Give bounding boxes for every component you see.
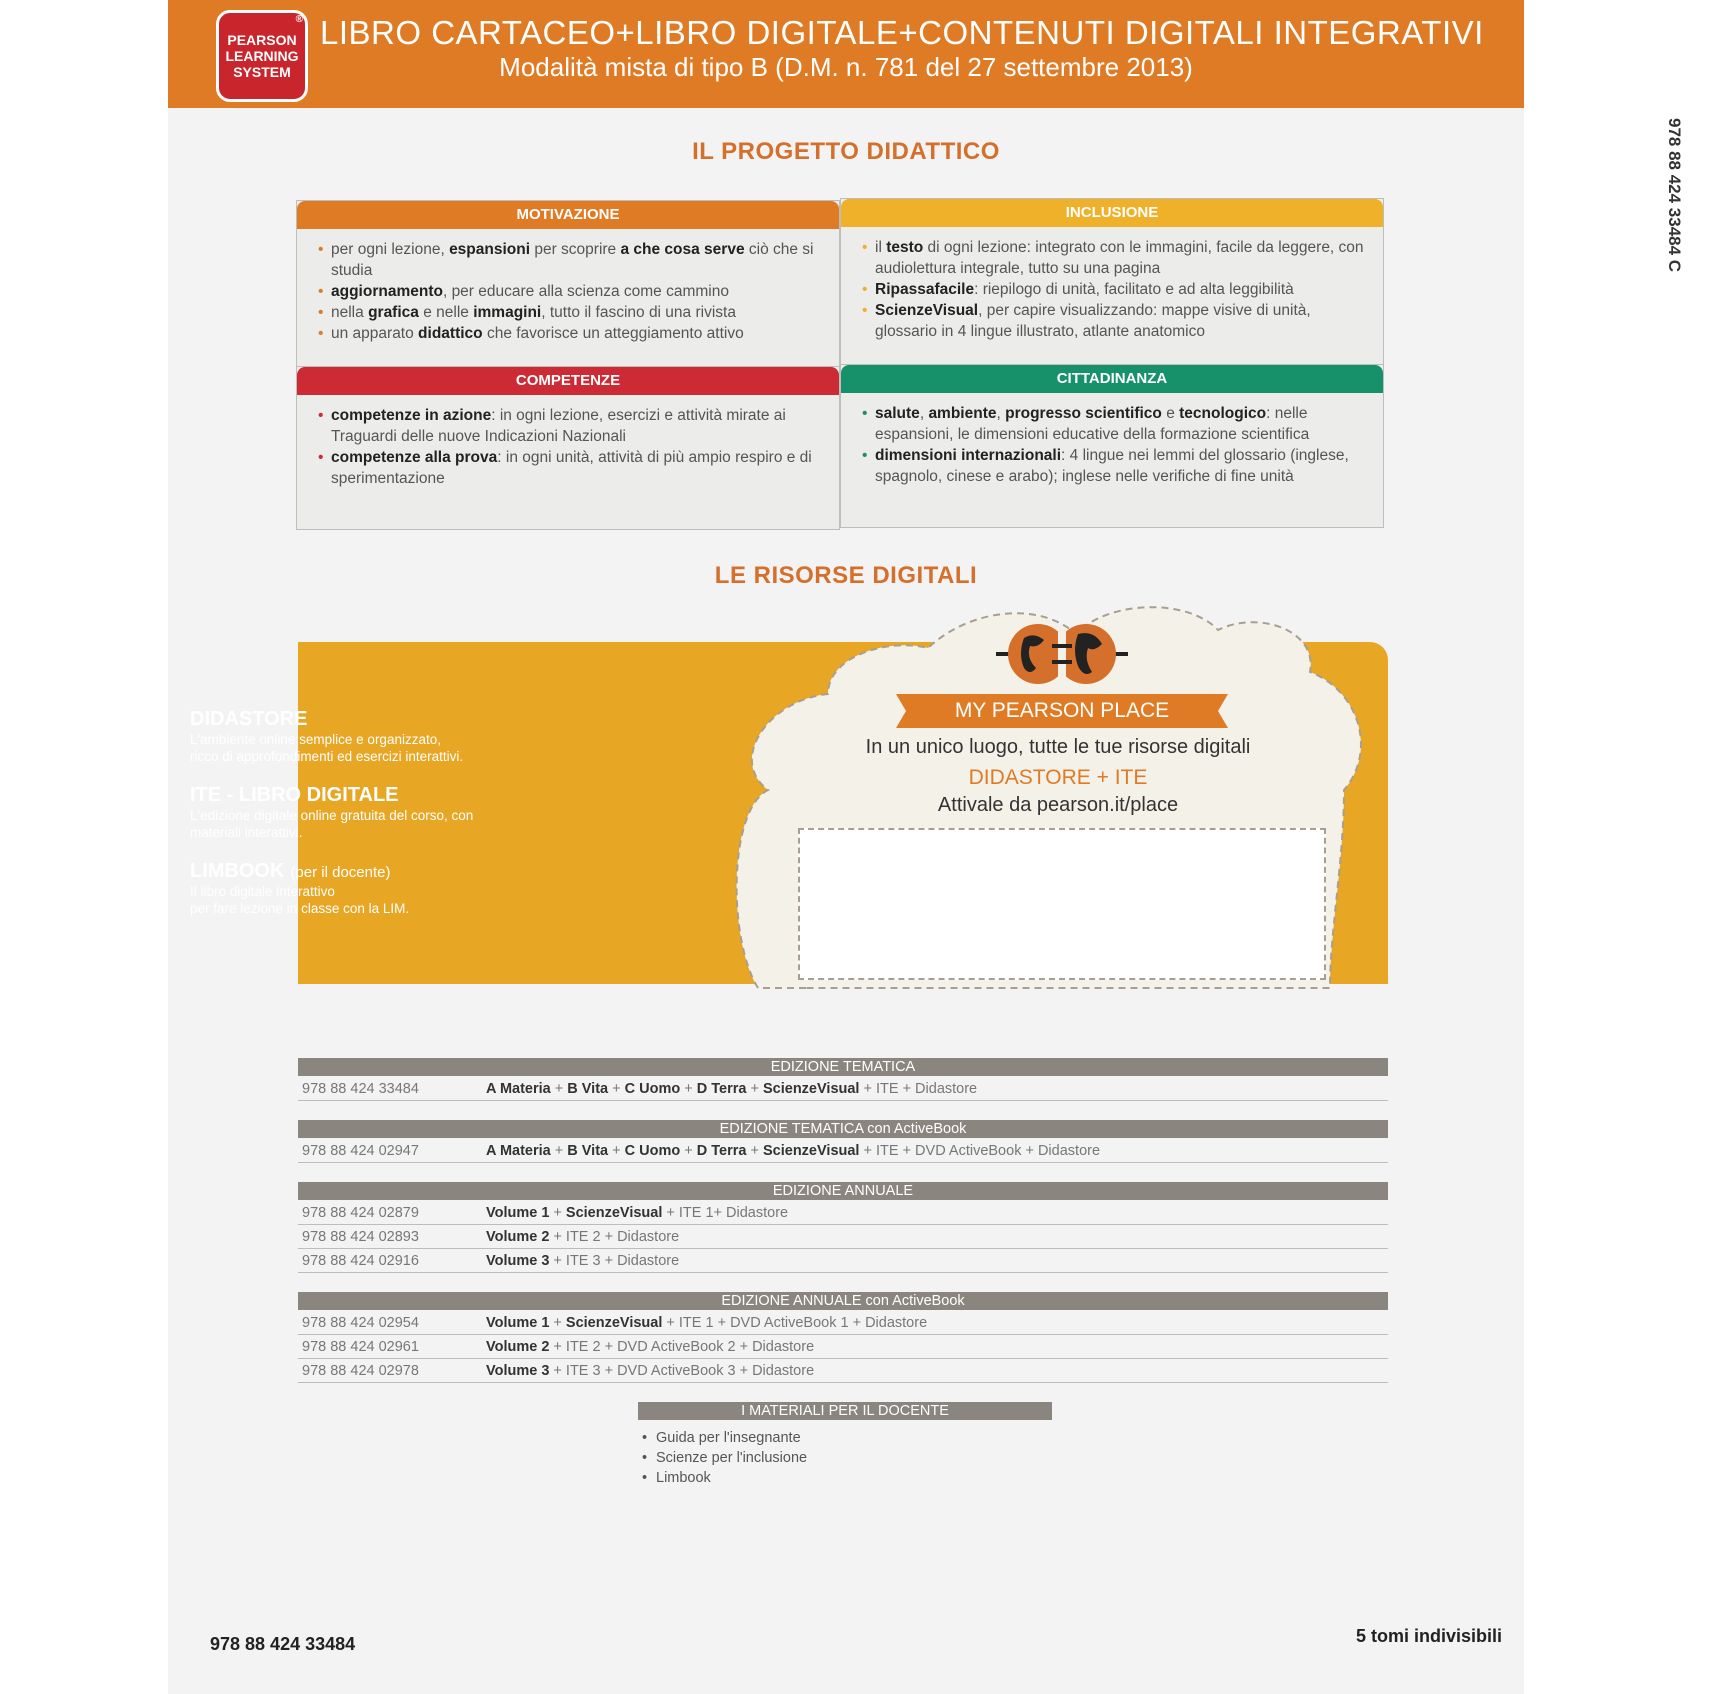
text: +	[608, 1081, 625, 1097]
text: : in ogni unità, attività di più ampio respiro e di sperimentazione	[331, 449, 812, 487]
bold-text: Volume 2	[486, 1229, 550, 1245]
text: + ITE 3 + DVD ActiveBook 3 + Didastore	[549, 1363, 815, 1379]
text: + ITE 3 + Didastore	[549, 1253, 680, 1269]
bold-text: A Materia	[486, 1143, 551, 1159]
text: + ITE 2 + DVD ActiveBook 2 + Didastore	[549, 1339, 815, 1355]
bold-text: immagini	[473, 304, 542, 321]
bold-text: A Materia	[486, 1081, 551, 1097]
edizione-annuale-heading: EDIZIONE ANNUALE	[298, 1182, 1388, 1200]
footer-tomi: 5 tomi indivisibili	[1355, 1626, 1502, 1646]
text: +	[549, 1205, 566, 1221]
isbn-cell: 978 88 424 02954	[302, 1315, 419, 1331]
limbook-item	[190, 860, 650, 917]
ite-title: ITE - LIBRO DIGITALE	[190, 784, 399, 806]
description-cell	[486, 1336, 814, 1358]
text: +	[549, 1315, 566, 1331]
text: per ogni lezione,	[331, 241, 450, 258]
ite-item	[190, 784, 650, 841]
didastore-desc-2: ricco di approfondimenti ed esercizi interattivi.	[190, 749, 464, 764]
logo-line: SYSTEM	[233, 64, 291, 80]
list-item: • Scienze per l'inclusione	[656, 1448, 807, 1468]
description-cell	[486, 1078, 977, 1100]
isbn-cell: 978 88 424 02947	[302, 1143, 419, 1159]
bold-text: Volume 3	[486, 1363, 550, 1379]
bold-text: grafica	[368, 304, 419, 321]
bold-text: ScienzeVisual	[875, 302, 979, 319]
text: + ITE + DVD ActiveBook + Didastore	[859, 1143, 1101, 1159]
ite-desc-1: L'edizione digitale online gratuita del corso, con	[190, 808, 474, 823]
text: e nelle	[418, 304, 474, 321]
limbook-desc-2: per fare lezione in classe con la LIM.	[190, 901, 410, 916]
inclusione-heading: INCLUSIONE	[841, 199, 1383, 227]
bold-text: testo	[886, 239, 924, 256]
bold-text: progresso scientifico	[1005, 405, 1162, 422]
didastore-title: DIDASTORE	[190, 708, 308, 730]
materiali-docente-heading: I MATERIALI PER IL DOCENTE	[638, 1402, 1052, 1420]
cloud-line-3: Attivale da pearson.it/place	[937, 794, 1179, 816]
text: ,	[996, 405, 1006, 422]
materiali-docente-list	[638, 1428, 807, 1488]
bold-text: C Uomo	[624, 1143, 681, 1159]
description-cell	[486, 1312, 927, 1334]
bold-text: B Vita	[567, 1143, 609, 1159]
text: +	[550, 1081, 568, 1097]
bold-text: ScienzeVisual	[565, 1205, 663, 1221]
text: +	[680, 1081, 697, 1097]
bold-text: dimensioni internazionali	[875, 447, 1062, 464]
list-item: • Guida per l'insegnante	[656, 1428, 807, 1448]
bold-text: espansioni	[449, 241, 531, 258]
globe-plug-icon	[994, 618, 1130, 690]
cloud-line-2: DIDASTORE + ITE	[968, 766, 1148, 789]
spine-code: 978 88 424 33484 C	[1665, 118, 1684, 273]
description-cell	[486, 1360, 814, 1382]
table-row	[298, 1078, 1388, 1101]
motivazione-heading: MOTIVAZIONE	[297, 201, 839, 229]
bold-text: competenze in azione	[331, 407, 492, 424]
book-back-cover	[168, 0, 1684, 1694]
isbn-cell: 978 88 424 02961	[302, 1339, 419, 1355]
bold-text: tecnologico	[1179, 405, 1267, 422]
description-cell	[486, 1140, 1100, 1162]
bold-text: ambiente	[928, 405, 997, 422]
my-pearson-place-title: MY PEARSON PLACE	[954, 699, 1170, 722]
isbn-cell: 978 88 424 02893	[302, 1229, 419, 1245]
table-row	[298, 1226, 1388, 1249]
text: : riepilogo di unità, facilitato e ad alta leggibilità	[974, 281, 1294, 298]
header-subtitle: Modalità mista di tipo B (D.M. n. 781 del 27 settembre 2013)	[499, 52, 1193, 82]
bold-text: ScienzeVisual	[763, 1143, 860, 1159]
description-cell	[486, 1202, 788, 1224]
progetto-title: IL PROGETTO DIDATTICO	[692, 138, 1000, 165]
edizione-annuale-ab-heading: EDIZIONE ANNUALE con ActiveBook	[298, 1292, 1388, 1310]
footer-isbn: 978 88 424 33484	[210, 1634, 356, 1654]
bold-text: Volume 2	[486, 1339, 550, 1355]
description-cell	[486, 1226, 679, 1248]
text: +	[746, 1143, 763, 1159]
table-row	[298, 1336, 1388, 1359]
table-row	[298, 1140, 1388, 1163]
bold-text: Volume 3	[486, 1253, 550, 1269]
bold-text: C Uomo	[624, 1081, 681, 1097]
text: : 4 lingue nei lemmi del glossario (inglese, spagnolo, cinese e arabo); inglese nelle verifiche di fine unità	[875, 447, 1349, 485]
text: + ITE 1+ Didastore	[662, 1205, 789, 1221]
text: : in ogni lezione, esercizi e attività mirate ai Traguardi delle nuove Indicazioni Nazionali	[331, 407, 786, 445]
list-item: • Limbook	[656, 1468, 807, 1488]
bold-text: Ripassafacile	[875, 281, 975, 298]
bold-text: ScienzeVisual	[763, 1081, 860, 1097]
header-title: LIBRO CARTACEO+LIBRO DIGITALE+CONTENUTI DIGITALI INTEGRATIVI	[320, 14, 1484, 51]
text: + ITE + Didastore	[859, 1081, 978, 1097]
cittadinanza-heading: CITTADINANZA	[841, 365, 1383, 393]
text: : nelle espansioni, le dimensioni educative della formazione scientifica	[875, 405, 1310, 443]
bold-text: D Terra	[696, 1081, 747, 1097]
text: +	[608, 1143, 625, 1159]
text: , tutto il fascino di una rivista	[541, 304, 736, 321]
edizione-tematica-ab-heading: EDIZIONE TEMATICA con ActiveBook	[298, 1120, 1388, 1138]
text: che favorisce un atteggiamento attivo	[482, 325, 744, 342]
text: +	[746, 1081, 763, 1097]
logo-line: LEARNING	[225, 48, 299, 64]
text: il	[875, 239, 887, 256]
bold-text: ScienzeVisual	[565, 1315, 663, 1331]
logo-line: PEARSON	[227, 32, 297, 48]
text: e	[1161, 405, 1180, 422]
bold-text: competenze alla prova	[331, 449, 498, 466]
ite-desc-2: materiali interattivi.	[190, 825, 303, 840]
table-row	[298, 1202, 1388, 1225]
bold-text: Volume 1	[486, 1315, 550, 1331]
edizione-tematica-heading: EDIZIONE TEMATICA	[298, 1058, 1388, 1076]
bold-text: salute	[875, 405, 920, 422]
text: nella	[331, 304, 369, 321]
text: + ITE 1 + DVD ActiveBook 1 + Didastore	[662, 1315, 928, 1331]
text: , per capire visualizzando: mappe visive di unità, glossario in 4 lingue illustrato, atlante anatomico	[875, 302, 1311, 340]
globe-plug-icon-svg	[994, 618, 1130, 690]
table-row	[298, 1312, 1388, 1335]
didastore-desc-1: L'ambiente online semplice e organizzato,	[190, 732, 441, 747]
text: +	[680, 1143, 697, 1159]
text: per scoprire	[530, 241, 621, 258]
isbn-cell: 978 88 424 33484	[302, 1081, 419, 1097]
limbook-title: LIMBOOK	[190, 860, 285, 882]
cloud-line-1: In un unico luogo, tutte le tue risorse digitali	[865, 736, 1251, 758]
text: un apparato	[331, 325, 419, 342]
bold-text: D Terra	[696, 1143, 747, 1159]
description-cell	[486, 1250, 679, 1272]
activation-code-sticker-area	[798, 828, 1326, 980]
table-row	[298, 1360, 1388, 1383]
isbn-cell: 978 88 424 02978	[302, 1363, 419, 1379]
text: ciò che si studia	[331, 241, 814, 279]
risorse-title: LE RISORSE DIGITALI	[714, 562, 978, 589]
text: ,	[919, 405, 929, 422]
isbn-cell: 978 88 424 02879	[302, 1205, 419, 1221]
bold-text: Volume 1	[486, 1205, 550, 1221]
text: , per educare alla scienza come cammino	[442, 283, 729, 300]
competenze-heading: COMPETENZE	[297, 367, 839, 395]
bold-text: a che cosa serve	[620, 241, 745, 258]
text: di ogni lezione: integrato con le immagini, facile da leggere, con audiolettura integrale, tutto su una pagina	[875, 239, 1364, 277]
limbook-desc-1: Il libro digitale interattivo	[190, 884, 335, 899]
table-row	[298, 1250, 1388, 1273]
didastore-item	[190, 708, 650, 765]
bold-text: didattico	[418, 325, 483, 342]
text: +	[550, 1143, 568, 1159]
isbn-cell: 978 88 424 02916	[302, 1253, 419, 1269]
bold-text: B Vita	[567, 1081, 609, 1097]
bold-text: aggiornamento	[331, 283, 443, 300]
pearson-learning-system-logo: ® PEARSON LEARNING SYSTEM	[216, 10, 308, 102]
text: + ITE 2 + Didastore	[549, 1229, 680, 1245]
limbook-note: (per il docente)	[290, 864, 391, 881]
